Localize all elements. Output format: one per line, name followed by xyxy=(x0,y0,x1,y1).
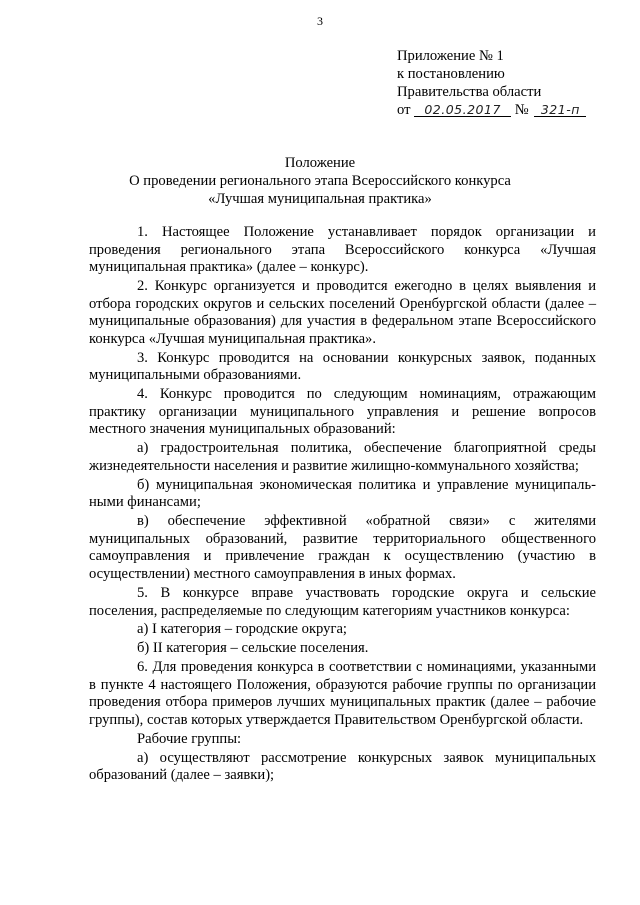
paragraph-4b: б) муниципальная экономическая политика и управление муниципальными финансами; xyxy=(89,476,596,511)
appendix-line-1: Приложение № 1 xyxy=(397,48,504,64)
date-prefix: от xyxy=(397,102,411,118)
paragraph-4: 4. Конкурс проводится по следующим номинациям, отражающим практику организации муниципального управления и решение вопросов местного значения муниципальных образований: xyxy=(89,386,596,438)
page-number: 3 xyxy=(317,14,323,28)
paragraph-5: 5. В конкурсе вправе участвовать городские округа и сельские поселения, распределяемые по следующим категориям участников конкурса: xyxy=(89,584,596,619)
paragraph-6: 6. Для проведения конкурса в соответствии с номинациями, указанными в пункте 4 настоящего Положения, образуются рабочие группы по организации проведения отбора примеров лучших муниципальных практик (далее – рабочие группы), состав которых утверждается Правительством Оренбургской области. xyxy=(89,659,596,728)
paragraph-1: 1. Настоящее Положение устанавливает порядок организации и проведения регионального этапа Всероссийского конкурса «Лучшая муниципальная практика» (далее – конкурс). xyxy=(89,224,596,276)
title-line-1: Положение xyxy=(284,155,356,171)
paragraph-5a: а) I категория – городские округа; xyxy=(137,621,347,638)
appendix-line-3: Правительства области xyxy=(397,84,542,100)
document-title xyxy=(0,154,640,208)
paragraph-2: 2. Конкурс организуется и проводится ежегодно в целях выявления и отбора городских округов и сельских поселений Оренбургской области (далее – муниципальные образования) для участия в федеральном этапе Всероссийского конкурса «Лучшая муниципальная практика». xyxy=(89,278,596,347)
title-line-3: «Лучшая муниципальная практика» xyxy=(208,191,432,207)
document-body xyxy=(89,224,596,786)
paragraph-4c: в) обеспечение эффективной «обратной связи» с жителями муниципальных образований, развитие территориального общественного самоуправления и привлечение граждан к осуществлению (участию в осуществлении) местного самоуправления в иных формах. xyxy=(89,513,596,583)
appendix-line-2: к постановлению xyxy=(397,66,505,82)
appendix-block xyxy=(397,47,627,119)
title-line-2: О проведении регионального этапа Всероссийского конкурса xyxy=(129,173,511,189)
paragraph-6a: а) осуществляют рассмотрение конкурсных заявок муниципальных образований (далее – заявки); xyxy=(89,749,596,784)
paragraph-4a: а) градостроительная политика, обеспечение благоприятной среды жизнедеятельности населения и развитие жилищно-коммунального хозяйства; xyxy=(89,440,596,474)
handwritten-date: 02.05.2017 xyxy=(414,103,511,117)
appendix-date-line xyxy=(397,101,627,119)
paragraph-3: 3. Конкурс проводится на основании конкурсных заявок, поданных муниципальными образованиями. xyxy=(89,349,596,384)
handwritten-number: 321-п xyxy=(534,103,586,117)
paragraph-6-intro: Рабочие группы: xyxy=(137,730,242,747)
paragraph-5b: б) II категория – сельские поселения. xyxy=(137,640,369,657)
number-prefix: № xyxy=(514,102,529,118)
